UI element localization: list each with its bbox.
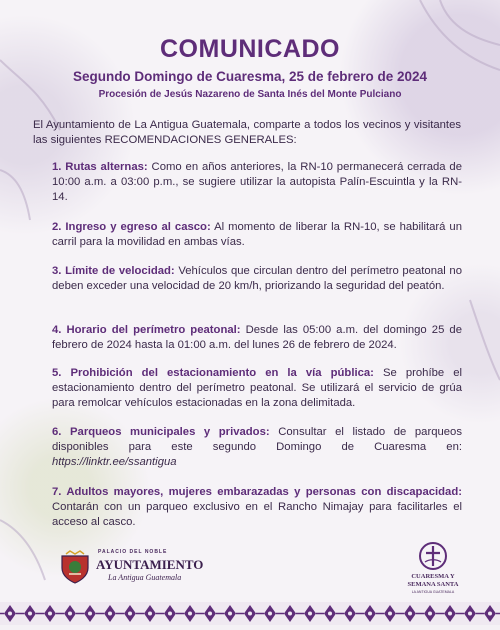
recommendation-body: Como en años anteriores, la RN-10 permanecerá cerrada de 10:00 a.m. a 03:00 p.m., se sugiere utilizar la autopista Palín-Escuintla y la RN-14. xyxy=(52,161,462,203)
decorative-border xyxy=(0,602,500,625)
recommendation-item xyxy=(52,425,462,470)
coat-of-arms-icon xyxy=(58,550,92,584)
recommendation-item xyxy=(52,220,462,250)
recommendation-body: Desde las 05:00 a.m. del domingo 25 de febrero de 2024 hasta la 01:00 a.m. del lunes 26 de febrero de 2024. xyxy=(52,324,462,351)
intro-paragraph: El Ayuntamiento de La Antigua Guatemala, comparte a todos los vecinos y visitantes las siguientes RECOMENDACIONES GENERALES: xyxy=(33,119,461,146)
ornamental-pattern xyxy=(0,602,500,625)
procession-subtitle: Procesión de Jesús Nazareno de Santa Inés del Monte Pulciano xyxy=(98,89,402,100)
cuaresma-logo-line1: CUARESMA Y xyxy=(411,573,455,580)
recommendation-body: Contarán con un parqueo exclusivo en el Rancho Nimajay para facilitarles el acceso al casco. xyxy=(52,501,462,528)
recommendation-item xyxy=(52,160,462,205)
recommendation-body: Consultar el listado de parqueos disponibles para este segundo Domingo de Cuaresma en: xyxy=(52,426,462,453)
recommendation-heading: 7. Adultos mayores, mujeres embarazadas y personas con discapacidad: xyxy=(52,486,462,498)
recommendation-item xyxy=(52,485,462,530)
recommendation-heading: 4. Horario del perímetro peatonal: xyxy=(52,324,241,336)
recommendation-heading: 2. Ingreso y egreso al casco: xyxy=(52,221,211,233)
cuaresma-logo-line2: SEMANA SANTA xyxy=(407,581,459,588)
logo-main-text: AYUNTAMIENTO xyxy=(96,557,204,572)
event-date-subtitle: Segundo Domingo de Cuaresma, 25 de febrero de 2024 xyxy=(72,69,428,84)
parking-list-link[interactable]: https://linktr.ee/ssantigua xyxy=(52,456,177,468)
recommendation-item xyxy=(52,323,462,353)
recommendation-item xyxy=(52,366,462,411)
recommendation-body: Vehículos que circulan dentro del perímetro peatonal no deben exceder una velocidad de 20 km/h, priorizando la seguridad del peatón. xyxy=(52,265,462,292)
cuaresma-logo xyxy=(398,540,468,595)
recommendation-item xyxy=(52,264,462,294)
recommendation-heading: 6. Parqueos municipales y privados: xyxy=(52,426,270,438)
cuaresma-logo-line3: LA ANTIGUA GUATEMALA xyxy=(411,590,455,594)
recommendation-body: Al momento de liberar la RN-10, se habilitará un carril para la movilidad en ambas vías. xyxy=(52,221,462,248)
recommendation-heading: 3. Límite de velocidad: xyxy=(52,265,175,277)
recommendation-heading: 5. Prohibición del estacionamiento en la vía pública: xyxy=(52,367,374,379)
page-title: COMUNICADO xyxy=(160,35,340,63)
ayuntamiento-logo xyxy=(58,548,204,588)
recommendation-body: Se prohíbe el estacionamiento dentro del perímetro peatonal. Se utilizará el servicio de grúa para remolcar vehículos estacionadas en la zona delimitada. xyxy=(52,367,463,409)
cross-emblem-icon xyxy=(398,540,468,572)
logo-small-text: PALACIO DEL NOBLE xyxy=(98,549,168,555)
recommendation-heading: 1. Rutas alternas: xyxy=(52,161,148,173)
logo-script-text: La Antigua Guatemala xyxy=(108,573,182,582)
